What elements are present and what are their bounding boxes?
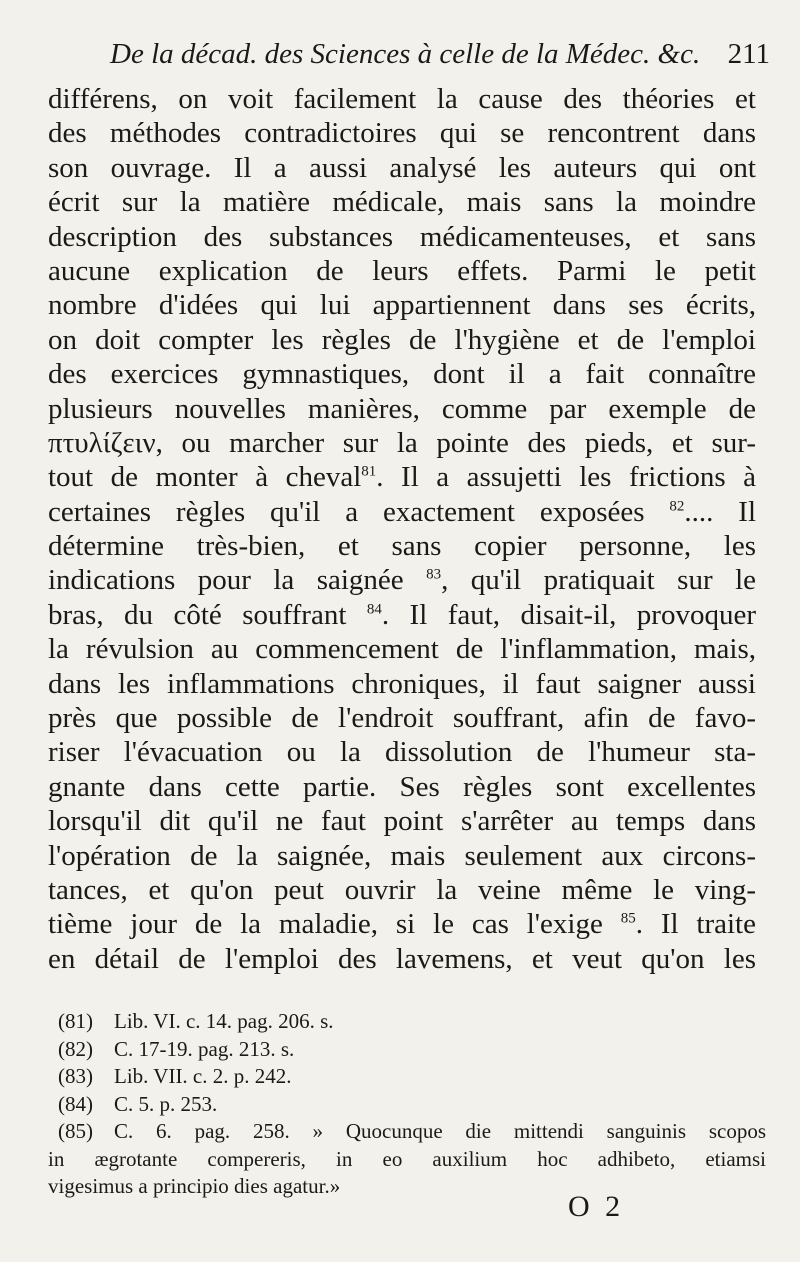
footnote-number: (83) <box>58 1064 93 1088</box>
page-number: 211 <box>727 38 770 70</box>
text-line: on doit compter les règles de l'hygiène et de l'emploi <box>48 323 756 356</box>
footnote-ref: 81 <box>361 463 377 480</box>
text-line: riser l'évacuation ou la dissolution de l'humeur sta- <box>48 736 756 769</box>
text-line: différens, on voit facilement la cause des théories et <box>48 83 756 115</box>
footnote-ref: 82 <box>669 498 685 515</box>
footnote-number: (85) <box>58 1119 93 1143</box>
text-line: πτυλίζειν, ou marcher sur la pointe des pieds, et sur- <box>48 426 756 459</box>
text-line: des exercices gymnastiques, dont il a fait connaître <box>48 358 756 391</box>
footnote-number: (82) <box>58 1036 93 1061</box>
footnote-ref: 85 <box>620 910 636 927</box>
text-line: description des substances médicamenteuses, et sans <box>48 220 756 253</box>
text-line: lorsqu'il dit qu'il ne faut point s'arrêter au temps dans <box>48 805 756 838</box>
line-segment: certaines règles qu'il a exactement exposées <box>48 495 645 528</box>
text-line: aucune explication de leurs effets. Parmi le petit <box>48 254 756 287</box>
line-segment: tième jour de la maladie, si le cas l'exige <box>48 908 603 941</box>
line-segment: bras, du côté souffrant <box>48 598 347 631</box>
text-line <box>48 495 756 529</box>
text-line: la révulsion au commencement de l'inflammation, mais, <box>48 633 756 666</box>
text-line: l'opération de la saignée, mais seulement aux circons- <box>48 839 756 872</box>
text-line: gnante dans cette partie. Ses règles sont excellentes <box>48 770 756 803</box>
text-line <box>48 460 756 494</box>
line-segment: . Il faut, disait-il, provoquer <box>381 598 756 631</box>
footnote-continuation: in ægrotante compereris, in eo auxilium hoc adhibeto, etiamsi <box>48 1146 766 1171</box>
text-line: en détail de l'emploi des lavemens, et veut qu'on les <box>48 942 756 975</box>
footnote-text: C. 5. p. 253. <box>114 1091 218 1116</box>
footnote-text: Lib. VI. c. 14. pag. 206. s. <box>114 1009 334 1033</box>
text-line: nombre d'idées qui lui appartiennent dans ses écrits, <box>48 289 756 322</box>
line-segment: tout de monter à cheval <box>48 461 362 494</box>
footnote <box>58 1063 766 1091</box>
footnote-text: Lib. VII. c. 2. p. 242. <box>114 1064 292 1088</box>
line-segment: .... Il <box>684 495 757 528</box>
text-line: des méthodes contradictoires qui se rencontrent dans <box>48 117 756 150</box>
footnote-number: (84) <box>58 1091 93 1116</box>
text-line <box>48 907 756 941</box>
text-line: dans les inflammations chroniques, il faut saigner aussi <box>48 667 756 700</box>
text-line: écrit sur la matière médicale, mais sans la moindre <box>48 186 756 219</box>
footnote-number: (81) <box>58 1009 93 1033</box>
text-line: détermine très-bien, et sans copier personne, les <box>48 530 756 563</box>
body-text <box>48 82 756 976</box>
running-head <box>110 38 770 71</box>
line-segment: indications pour la saignée <box>48 564 404 597</box>
footnote-ref: 83 <box>426 566 442 583</box>
text-line: plusieurs nouvelles manières, comme par exemple de <box>48 392 756 425</box>
signature-mark: O 2 <box>568 1190 625 1223</box>
footnote <box>58 1008 766 1036</box>
footnote <box>58 1091 766 1119</box>
text-line: près que possible de l'endroit souffrant, afin de favo- <box>48 702 756 735</box>
text-line <box>48 598 756 632</box>
running-title: De la décad. des Sciences à celle de la Médec. &c. <box>110 38 701 70</box>
footnote <box>58 1118 766 1146</box>
footnote-text: C. 6. pag. 258. » Quocunque die mittendi sanguinis scopos <box>114 1119 766 1143</box>
footnotes <box>48 1008 766 1201</box>
line-segment: . Il a assujetti les frictions à <box>376 461 756 494</box>
footnote-text: C. 17-19. pag. 213. s. <box>114 1036 295 1061</box>
footnote-continuation: vigesimus a principio dies agatur.» <box>48 1174 341 1198</box>
line-segment: , qu'il pratiquait sur le <box>441 564 756 597</box>
text-line: tances, et qu'on peut ouvrir la veine même le ving- <box>48 873 756 906</box>
text-line <box>48 563 756 597</box>
footnote <box>58 1036 766 1064</box>
line-segment: . Il traite <box>635 908 756 941</box>
text-line: son ouvrage. Il a aussi analysé les auteurs qui ont <box>48 151 756 184</box>
footnote-ref: 84 <box>366 601 382 618</box>
